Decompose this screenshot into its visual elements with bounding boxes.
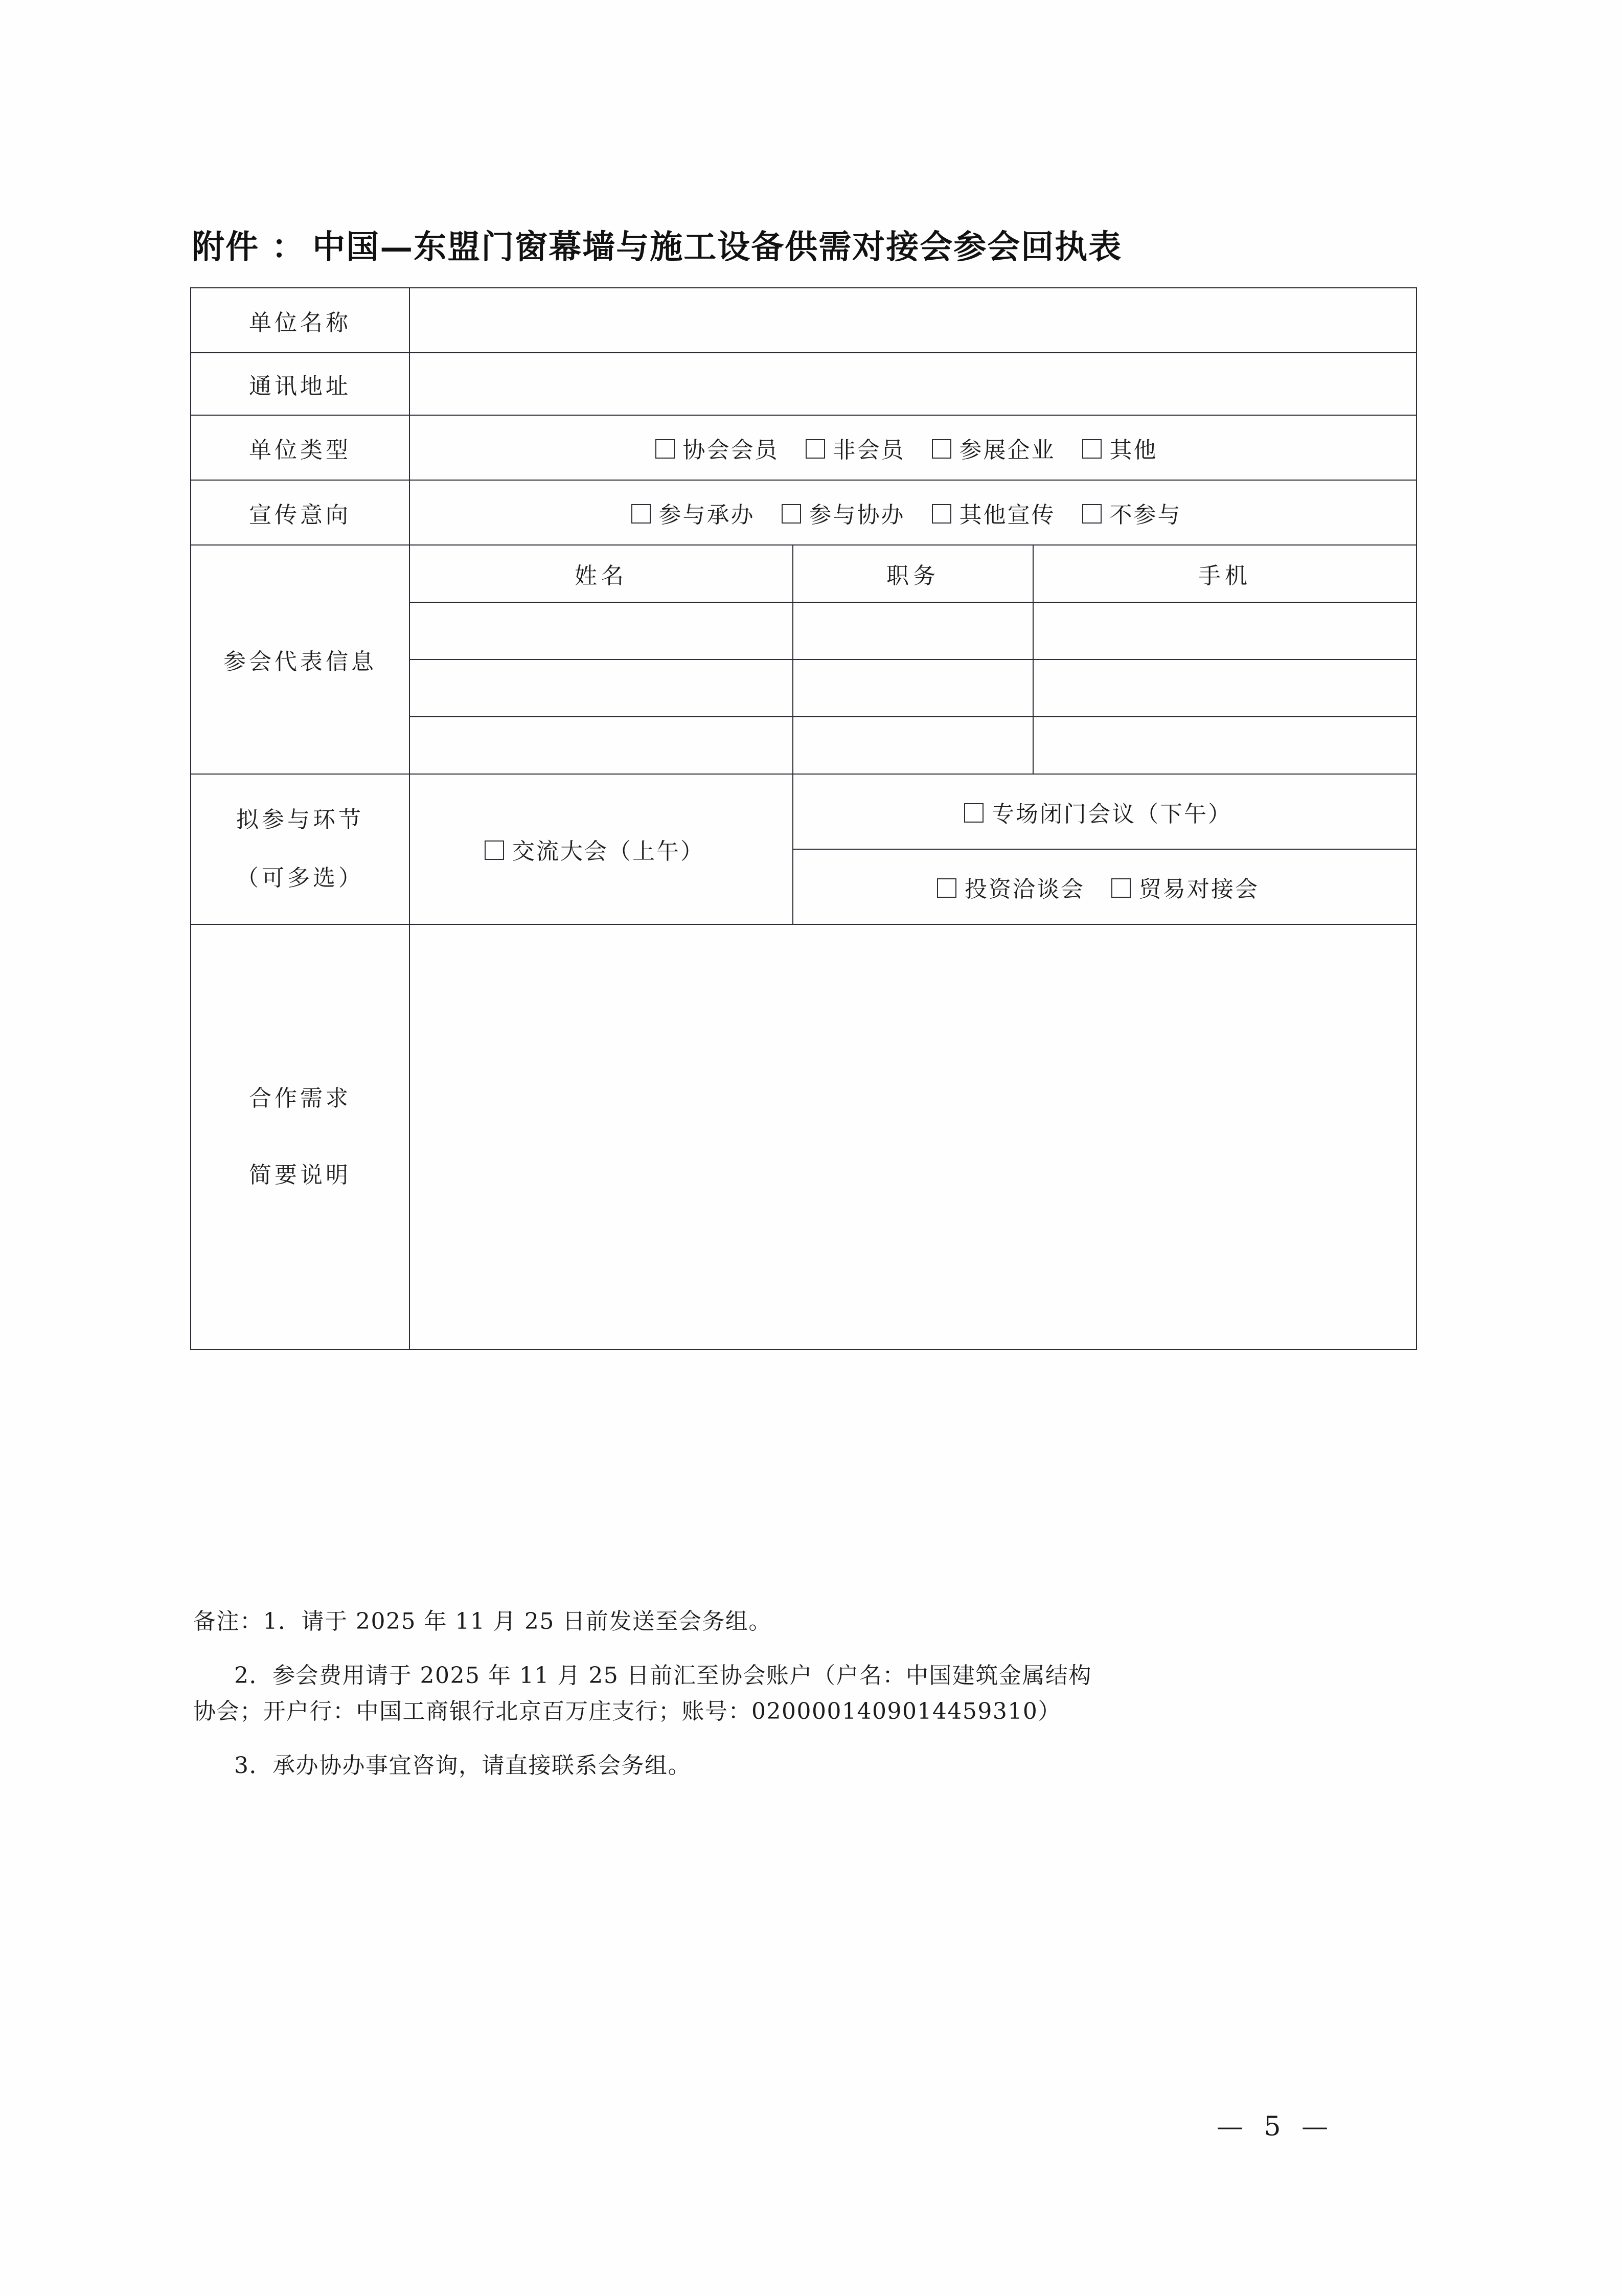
attachment-title-text: 中国—东盟门窗幕墙与施工设备供需对接会参会回执表 [312, 228, 1123, 266]
checkbox-icon[interactable] [1111, 878, 1131, 898]
field-delegate-phone[interactable] [1033, 660, 1417, 717]
option-label: 投资洽谈会 [965, 876, 1085, 902]
table-row-sessions-top [191, 774, 1417, 849]
option-promo-cohost[interactable] [782, 496, 905, 529]
option-label: 其他宣传 [959, 502, 1056, 528]
option-label: 非会员 [833, 437, 905, 463]
option-unit-type-exhibitor[interactable] [932, 431, 1056, 464]
unit-type-options [409, 415, 1417, 480]
option-unit-type-member[interactable] [655, 431, 779, 464]
option-label: 协会会员 [682, 437, 779, 463]
table-row-unit-type [191, 415, 1417, 480]
field-delegate-phone[interactable] [1033, 602, 1417, 660]
page-title [192, 221, 1122, 268]
field-delegate-title[interactable] [793, 660, 1033, 717]
label-sessions-line1: 拟参与环节 [236, 806, 364, 833]
option-label: 专场闭门会议（下午） [992, 801, 1232, 827]
checkbox-icon[interactable] [932, 504, 951, 524]
registration-form-table [190, 287, 1417, 1350]
field-delegate-name[interactable] [409, 602, 793, 660]
column-header-title: 职务 [793, 545, 1033, 602]
field-delegate-title[interactable] [793, 602, 1033, 660]
promo-intent-options [409, 480, 1417, 545]
label-cooperation-line2: 简要说明 [249, 1162, 351, 1188]
notes-section [193, 1610, 1420, 1777]
option-session-investment[interactable] [937, 871, 1085, 903]
option-label: 参与协办 [809, 502, 905, 528]
label-delegates: 参会代表信息 [191, 545, 409, 774]
label-cooperation-line1: 合作需求 [249, 1085, 351, 1112]
option-label: 交流大会（上午） [512, 838, 704, 865]
label-unit-type: 单位类型 [191, 415, 409, 480]
option-unit-type-other[interactable] [1082, 431, 1158, 464]
option-session-morning[interactable] [409, 774, 793, 924]
label-sessions-line2: （可多选） [236, 865, 364, 891]
label-unit-name: 单位名称 [191, 288, 409, 353]
label-promo-intent: 宣传意向 [191, 480, 409, 545]
page-number: — 5 — [1217, 2111, 1335, 2142]
table-row-address [191, 353, 1417, 415]
checkbox-icon[interactable] [485, 840, 504, 860]
column-header-name: 姓名 [409, 545, 793, 602]
session-subrow-options [793, 849, 1417, 924]
option-label: 参与承办 [658, 502, 755, 528]
table-row-delegates-header [191, 545, 1417, 602]
column-header-phone: 手机 [1033, 545, 1417, 602]
table-row-unit-name [191, 288, 1417, 353]
field-delegate-title[interactable] [793, 717, 1033, 774]
checkbox-icon[interactable] [1082, 504, 1102, 524]
field-unit-name[interactable] [409, 288, 1417, 353]
label-address: 通讯地址 [191, 353, 409, 415]
option-promo-other[interactable] [932, 496, 1056, 529]
note-item-2-line1: 2．参会费用请于 2025 年 11 月 25 日前汇至协会账户（户名：中国建筑金属结构 [234, 1663, 1092, 1689]
field-delegate-name[interactable] [409, 717, 793, 774]
field-cooperation-description[interactable] [409, 924, 1417, 1350]
option-label: 参展企业 [959, 437, 1056, 463]
note-item-1: 备注：1．请于 2025 年 11 月 25 日前发送至会务组。 [193, 1608, 772, 1634]
option-label: 不参与 [1109, 502, 1182, 528]
label-cooperation [191, 924, 409, 1350]
option-session-trade[interactable] [1111, 871, 1259, 903]
checkbox-icon[interactable] [655, 439, 675, 459]
checkbox-icon[interactable] [631, 504, 651, 524]
table-row-promo-intent [191, 480, 1417, 545]
field-delegate-phone[interactable] [1033, 717, 1417, 774]
checkbox-icon[interactable] [1082, 439, 1102, 459]
option-unit-type-nonmember[interactable] [806, 431, 905, 464]
option-promo-host[interactable] [631, 496, 755, 529]
checkbox-icon[interactable] [937, 878, 956, 898]
note-item-2-line2: 协会；开户行：中国工商银行北京百万庄支行；账号：0200001409014459310） [193, 1698, 1061, 1724]
table-row-cooperation [191, 924, 1417, 1350]
note-item-3: 3．承办协办事宜咨询，请直接联系会务组。 [234, 1753, 691, 1779]
option-promo-none[interactable] [1082, 496, 1182, 529]
field-delegate-name[interactable] [409, 660, 793, 717]
checkbox-icon[interactable] [782, 504, 801, 524]
checkbox-icon[interactable] [932, 439, 951, 459]
field-address[interactable] [409, 353, 1417, 415]
label-sessions [191, 774, 409, 924]
option-label: 其他 [1109, 437, 1158, 463]
option-label: 贸易对接会 [1139, 876, 1259, 902]
checkbox-icon[interactable] [806, 439, 825, 459]
option-session-afternoon[interactable] [793, 774, 1417, 849]
checkbox-icon[interactable] [964, 803, 984, 823]
attachment-label: 附件 ： [192, 228, 306, 266]
